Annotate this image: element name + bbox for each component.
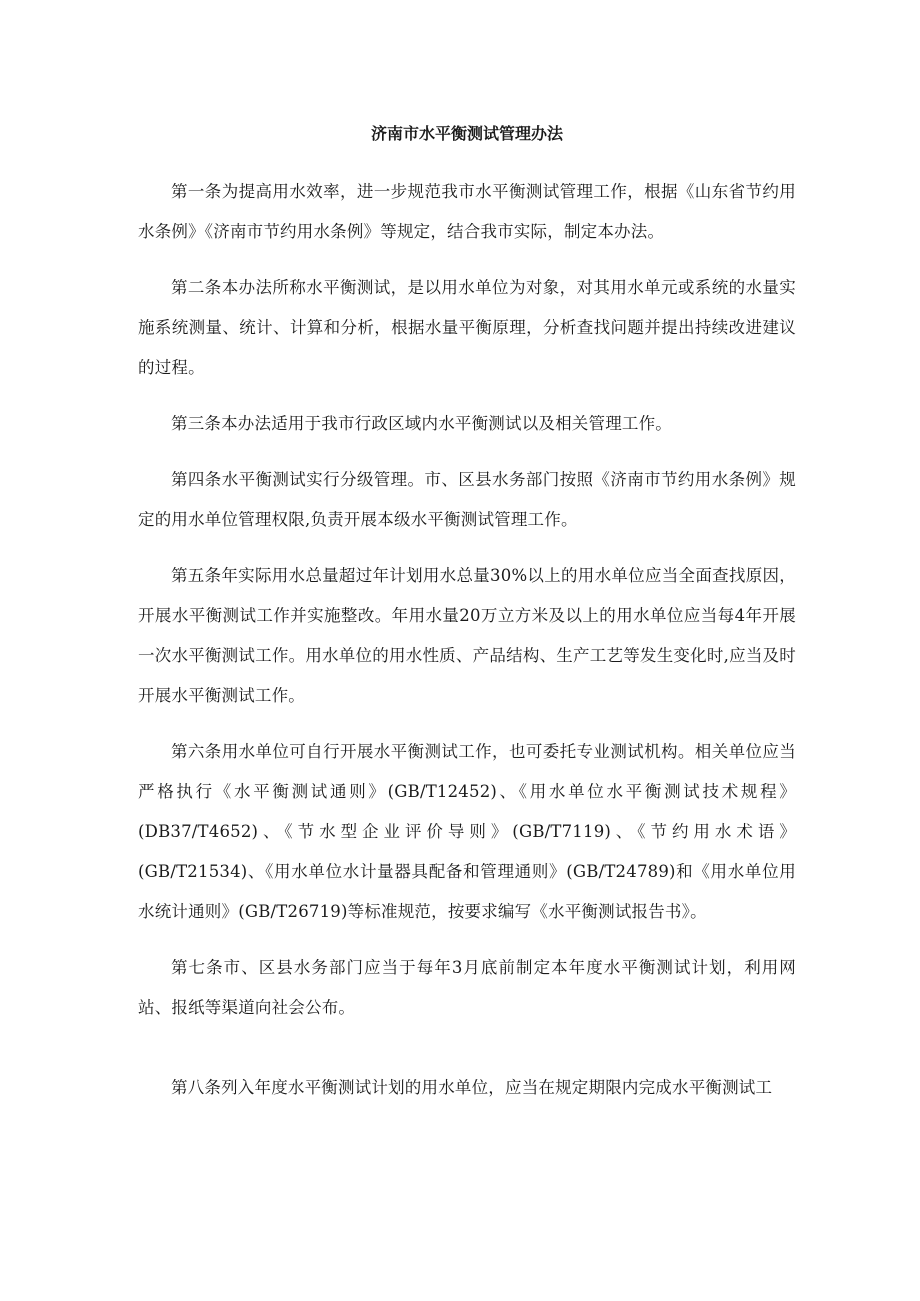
article-3: 第三条本办法适用于我市行政区域内水平衡测试以及相关管理工作。: [171, 414, 672, 433]
article-6: 第六条用水单位可自行开展水平衡测试工作，也可委托专业测试机构。相关单位应当严格执行《水平衡测试通则》(GB/T12452)、《用水单位水平衡测试技术规程》(DB37/T4652)、《节水型企业评价导则》(GB/T7119)、《节约用水术语》(GB/T21534)、《用水单位水计量器具配备和管理通则》(GB/T24789)和《用水单位用水统计通则》(GB/T26719)等标准规范，按要求编写《水平衡测试报告书》。: [138, 742, 796, 921]
article-5: 第五条年实际用水总量超过年计划用水总量30%以上的用水单位应当全面查找原因，开展水平衡测试工作并实施整改。年用水量20万立方米及以上的用水单位应当每4年开展一次水平衡测试工作。用水单位的用水性质、产品结构、生产工艺等发生变化时,应当及时开展水平衡测试工作。: [138, 566, 796, 705]
article-2: 第二条本办法所称水平衡测试，是以用水单位为对象，对其用水单元或系统的水量实施系统测量、统计、计算和分析，根据水量平衡原理，分析查找问题并提出持续改进建议的过程。: [138, 278, 796, 377]
document-page: [138, 118, 796, 1124]
article-8: 第八条列入年度水平衡测试计划的用水单位，应当在规定期限内完成水平衡测试工: [171, 1078, 773, 1097]
document-title: 济南市水平衡测试管理办法: [370, 124, 563, 143]
article-7: 第七条市、区县水务部门应当于每年3月底前制定本年度水平衡测试计划，利用网站、报纸等渠道向社会公布。: [138, 958, 796, 1017]
article-4: 第四条水平衡测试实行分级管理。市、区县水务部门按照《济南市节约用水条例》规定的用水单位管理权限,负责开展本级水平衡测试管理工作。: [138, 470, 796, 529]
article-1: 第一条为提高用水效率，进一步规范我市水平衡测试管理工作，根据《山东省节约用水条例》《济南市节约用水条例》等规定，结合我市实际，制定本办法。: [138, 182, 796, 241]
